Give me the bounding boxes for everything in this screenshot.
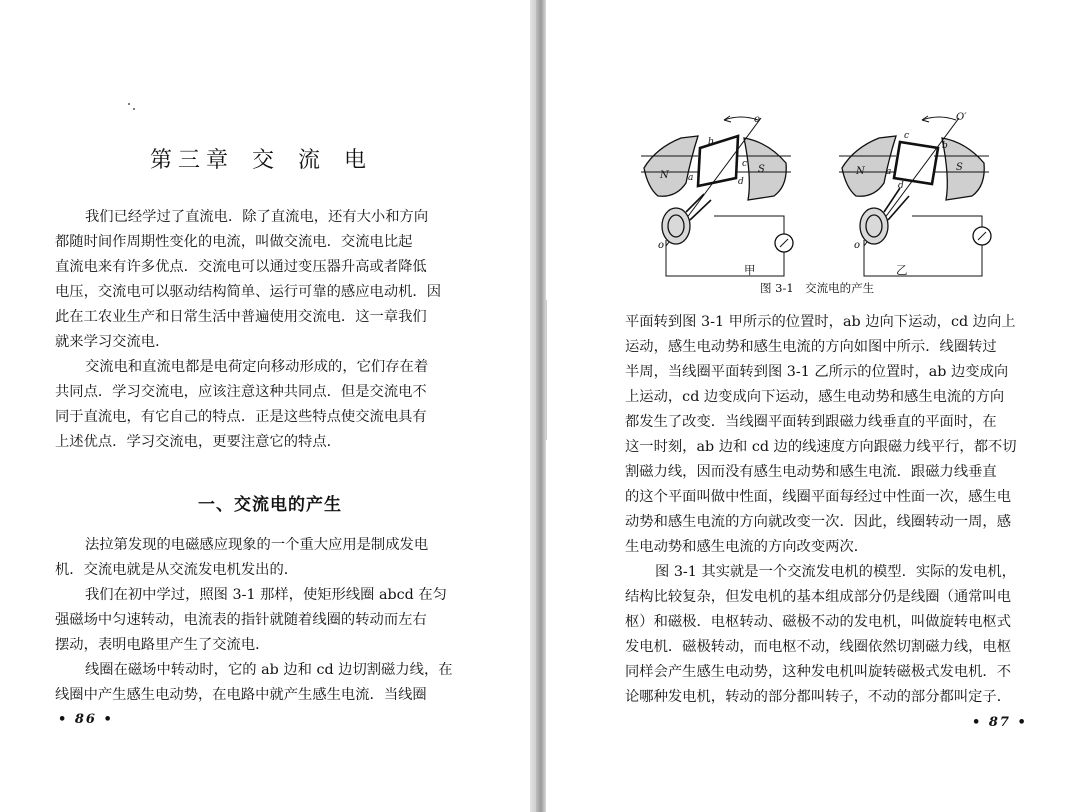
chapter-number: 第三章 bbox=[150, 148, 235, 173]
label-b-yi: b bbox=[942, 141, 948, 151]
chapter-title-char: 交 bbox=[252, 148, 281, 173]
slip-ring bbox=[662, 208, 690, 244]
label-o-bottom-yi: o bbox=[854, 240, 861, 251]
label-o-bottom-jia: o bbox=[658, 240, 665, 251]
scan-speck bbox=[133, 108, 135, 110]
figure-label-jia: 甲 bbox=[744, 263, 756, 277]
label-n-yi: N bbox=[856, 166, 865, 177]
label-n-jia: N bbox=[660, 170, 669, 181]
label-c-yi: c bbox=[904, 131, 910, 141]
section-paragraph-2: 我们在初中学过，照图 3-1 那样，使矩形线圈 abcd 在匀 强磁场中匀速转动，电流表的指针就随着线圈的转动而左右 摆动，表明电路里产生了交流电． bbox=[55, 587, 447, 653]
chapter-title bbox=[150, 143, 410, 174]
chapter-title-char: 流 bbox=[298, 148, 327, 173]
label-a-yi: a bbox=[886, 167, 892, 177]
right-paragraph-1: 平面转到图 3-1 甲所示的位置时，ab 边向下运动，cd 边向上 运动，感生电动势和感生电流的方向如图中所示．线圈转过 半周，当线圈平面转到图 3-1 乙所示的位置时，ab 边变成向 上运动，cd 边变成向下运动，感生电动势和感生电流的方向 都发生了改变．当线圈平面转到跟磁力线垂直的平面时，在 这一时刻，ab 边和 cd 边的线速度方向跟磁力线平行，都不切 割磁力线，因而没有感生电动势和感生电流．跟磁力线垂直 的这个平面叫做中性面，线圈平面每经过中性面一次，感生电 动势和感生电流的方向就改变一次．因此，线圈转动一周，感 生电动势和感生电流的方向改变两次． bbox=[625, 314, 1017, 555]
page-number-right: • 87 • bbox=[972, 715, 1028, 730]
chapter-title-char: 电 bbox=[344, 148, 373, 173]
scan-speck bbox=[128, 103, 130, 105]
section-paragraph-1: 法拉第发现的电磁感应现象的一个重大应用是制成发电 机．交流电就是从交流发电机发出的． bbox=[55, 537, 429, 578]
left-page bbox=[0, 0, 530, 812]
second-paragraph: 交流电和直流电都是电荷定向移动形成的，它们存在着 共同点．学习交流电，应该注意这种共同点．但是交流电不 同于直流电，有它自己的特点．正是这些特点使交流电具有 上述优点．学习交流电，更要注意它的特点． bbox=[55, 359, 429, 450]
magnet-s-pole bbox=[744, 138, 786, 200]
book-gutter bbox=[536, 0, 546, 812]
section-heading: 一、交流电的产生 bbox=[198, 495, 342, 515]
right-paragraph-2: 图 3-1 其实就是一个交流发电机的模型．实际的发电机， 结构比较复杂，但发电机的基本组成部分仍是线圈（通常叫电 枢）和磁极．电枢转动、磁极不动的发电机，叫做旋转电枢式 发电机．磁极转动，而电枢不动，线圈依然切割磁力线，电枢 同样会产生感生电动势，这种发电机叫旋转磁极式发电机．不 论哪种发电机，转动的部分都叫转子，不动的部分都叫定子． bbox=[625, 564, 1016, 705]
slip-ring bbox=[860, 208, 888, 244]
label-c-jia: c bbox=[742, 159, 748, 169]
page-number-left: • 86 • bbox=[58, 712, 114, 727]
coil-abcd bbox=[894, 142, 938, 184]
label-o-top-jia: o bbox=[754, 114, 761, 125]
generator-diagram-yi bbox=[839, 116, 991, 276]
scan-artifact bbox=[546, 300, 547, 440]
figure-3-1 bbox=[636, 108, 1026, 300]
label-s-yi: S bbox=[956, 162, 963, 173]
intro-paragraph: 我们已经学过了直流电．除了直流电，还有大小和方向 都随时间作周期性变化的电流，叫做交流电．交流电比起 直流电来有许多优点．交流电可以通过变压器升高或者降低 电压，交流电可以驱动结构简单、运行可靠的感应电动机．因 此在工农业生产和日常生活中普遍使用交流电．这一章我们 就来学习交流电． bbox=[55, 209, 442, 350]
label-o-top-yi: O′ bbox=[956, 112, 967, 123]
label-d-jia: d bbox=[738, 177, 744, 187]
section-paragraph-3: 线圈在磁场中转动时，它的 ab 边和 cd 边切割磁力线，在 线圈中产生感生电动势，在电路中就产生感生电流．当线圈 bbox=[55, 662, 453, 703]
figure-caption: 图 3-1 交流电的产生 bbox=[760, 281, 875, 295]
generator-diagram-jia bbox=[641, 116, 793, 276]
label-s-jia: S bbox=[758, 164, 765, 175]
label-d-yi: d bbox=[898, 181, 904, 191]
figure-label-yi: 乙 bbox=[896, 263, 908, 277]
magnet-n-pole bbox=[644, 136, 698, 196]
generator-diagrams bbox=[636, 108, 1026, 300]
magnet-s-pole bbox=[942, 138, 984, 200]
coil-abcd bbox=[698, 136, 738, 186]
label-a-jia: a bbox=[688, 173, 694, 183]
label-b-jia: b bbox=[708, 137, 714, 147]
